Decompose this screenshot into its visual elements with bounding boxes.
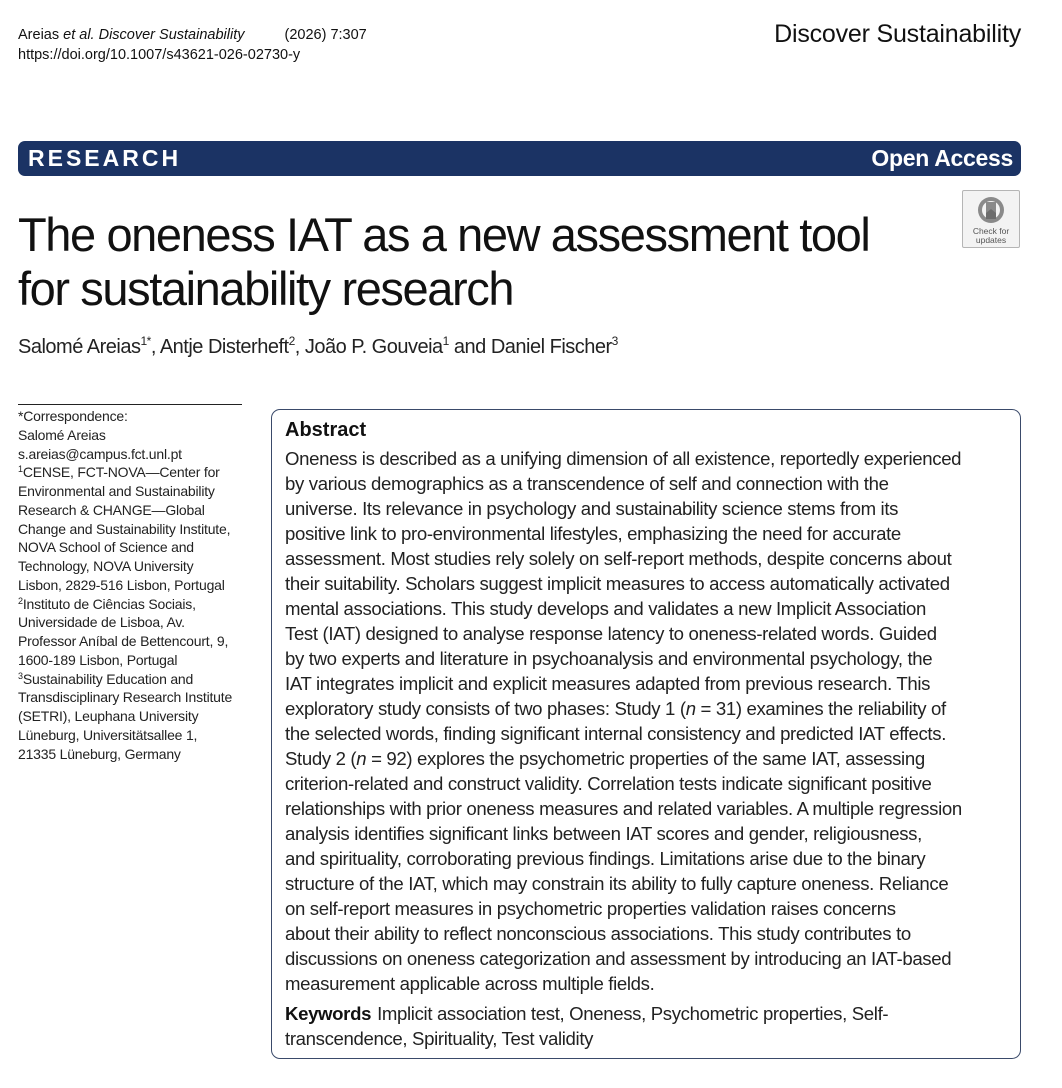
affiliation-line: Environmental and Sustainability	[18, 483, 215, 499]
abstract-line: mental associations. This study develops and validates a new Implicit Association	[285, 598, 927, 619]
affiliation-line: Universidade de Lisboa, Av.	[18, 614, 185, 631]
abstract-line: Oneness is described as a unifying dimension of all existence, reportedly experienced	[285, 448, 962, 469]
abstract-line: IAT integrates implicit and explicit measures adapted from previous research. This	[285, 673, 931, 694]
abstract-line: assessment. Most studies rely solely on self-report methods, despite concerns about	[285, 548, 952, 569]
affiliation-line: 21335 Lüneburg, Germany	[18, 745, 181, 762]
author-name[interactable]: Salomé Areias	[18, 336, 141, 358]
affiliation-1	[18, 463, 258, 594]
abstract-line: on self-report measures in psychometric properties validation raises concerns	[285, 898, 896, 919]
keywords-label: Keywords	[285, 1003, 372, 1024]
affiliation-line: Transdisciplinary Research Institute	[18, 689, 233, 706]
doi-link[interactable]: https://doi.org/10.1007/s43621-026-02730-y	[18, 47, 301, 63]
author-affiliation-sup: 1	[442, 334, 449, 348]
author-name[interactable]: Daniel Fischer	[490, 336, 612, 358]
journal-name: Discover Sustainability	[774, 20, 1021, 48]
abstract-line: their suitability. Scholars suggest implicit measures to access automatically activated	[285, 573, 950, 594]
running-header	[18, 25, 367, 65]
affiliation-line: Lüneburg, Universitätsallee 1,	[18, 726, 198, 743]
article-type-banner	[18, 141, 1021, 176]
affiliation-line: CENSE, FCT-NOVA—Center for	[22, 464, 220, 481]
abstract-line: criterion-related and construct validity. Correlation tests indicate significant positive	[285, 773, 932, 794]
abstract-line: universe. Its relevance in psychology and sustainability science stems from its	[285, 498, 899, 519]
abstract-line: exploratory study consists of two phases: Study 1 (n = 31) examines the reliability of	[285, 698, 946, 719]
affiliation-2	[18, 595, 258, 670]
keywords-line: Implicit association test, Oneness, Psychometric properties, Self-	[377, 1003, 889, 1024]
affiliation-line: Technology, NOVA University	[18, 558, 194, 574]
check-for-updates-line2: updates	[975, 234, 1007, 245]
abstract-line: about their ability to reflect nonconscious associations. This study contributes to	[285, 923, 911, 944]
affiliation-line: (SETRI), Leuphana University	[18, 708, 199, 724]
sidebar-divider	[18, 404, 242, 405]
author-affiliation-sup: 2	[288, 334, 295, 348]
abstract-line: Study 2 (n = 92) explores the psychometric properties of the same IAT, assessing	[285, 748, 925, 769]
citation-journal: Discover Sustainability	[98, 27, 245, 43]
affiliation-sup: 2	[18, 595, 23, 606]
affiliation-line: Instituto de Ciências Sociais,	[22, 595, 196, 612]
abstract-line: analysis identifies significant links between IAT scores and gender, religiousness,	[285, 823, 922, 844]
abstract-line: by various demographics as a transcendence of self and connection with the	[285, 473, 889, 494]
check-for-updates-bookmark-icon	[976, 195, 1006, 225]
affiliation-line: Change and Sustainability Institute,	[18, 520, 231, 537]
correspondence-label: *Correspondence:	[18, 408, 128, 424]
author-name[interactable]: Antje Disterheft	[159, 336, 289, 358]
author-separator: ,	[294, 336, 305, 358]
affiliation-line: Lisbon, 2829-516 Lisbon, Portugal	[18, 576, 225, 593]
citation-authors: Areias	[18, 27, 60, 43]
affiliation-sup: 1	[18, 464, 23, 475]
article-title-line: for sustainability research	[18, 262, 514, 315]
abstract-line: and spirituality, corroborating previous findings. Limitations arise due to the binary	[285, 848, 926, 869]
affiliation-line: Professor Aníbal de Bettencourt, 9,	[18, 633, 229, 649]
abstract-line: discussions on oneness categorization and assessment by introducing an IAT-based	[285, 948, 952, 969]
abstract-line: the selected words, finding significant internal consistency and predicted IAT effects.	[285, 723, 947, 744]
affiliation-line: Sustainability Education and	[22, 670, 194, 687]
author-affiliation-sup: 1*	[140, 334, 151, 348]
check-for-updates-line1: Check for	[972, 226, 1010, 236]
correspondence-email[interactable]: s.areias@campus.fct.unl.pt	[18, 445, 182, 462]
citation-line	[18, 25, 367, 45]
open-access-label: Open Access	[871, 145, 1013, 171]
citation-year-volume: (2026) 7:307	[284, 27, 367, 43]
affiliation-3	[18, 670, 258, 764]
keywords-line: transcendence, Spirituality, Test validity	[285, 1028, 594, 1049]
affiliation-line: 1600-189 Lisbon, Portugal	[18, 651, 178, 668]
author-name[interactable]: João P. Gouveia	[304, 336, 443, 358]
author-separator: and	[448, 336, 491, 358]
keywords-section	[285, 1001, 1015, 1051]
abstract-line: Test (IAT) designed to analyse response latency to oneness-related words. Guided	[285, 623, 937, 644]
correspondence-affiliations	[18, 407, 258, 763]
abstract-heading: Abstract	[285, 419, 367, 441]
author-list	[18, 336, 618, 359]
author-affiliation-sup: 3	[611, 334, 618, 348]
article-title-line: The oneness IAT as a new assessment tool	[18, 208, 870, 261]
affiliation-sup: 3	[18, 670, 23, 681]
citation-etal: et al.	[63, 27, 95, 43]
article-title	[18, 208, 869, 316]
correspondence-name: Salomé Areias	[18, 426, 106, 443]
abstract-line: positive link to pro-environmental lifestyles, emphasizing the need for accurate	[285, 523, 901, 544]
abstract-line: structure of the IAT, which may constrain its ability to fully capture oneness. Reliance	[285, 873, 949, 894]
affiliation-line: Research & CHANGE—Global	[18, 501, 205, 518]
abstract-text	[285, 446, 1015, 996]
article-type-label: RESEARCH	[28, 145, 182, 171]
abstract-line: by two experts and literature in psychoanalysis and environmental psychology, the	[285, 648, 933, 669]
check-for-updates-button[interactable]	[962, 190, 1020, 248]
author-separator: ,	[150, 336, 160, 358]
abstract-line: measurement applicable across multiple fields.	[285, 973, 655, 994]
affiliation-line: NOVA School of Science and	[18, 539, 194, 556]
abstract-line: relationships with prior oneness measures and related variables. A multiple regression	[285, 798, 962, 819]
